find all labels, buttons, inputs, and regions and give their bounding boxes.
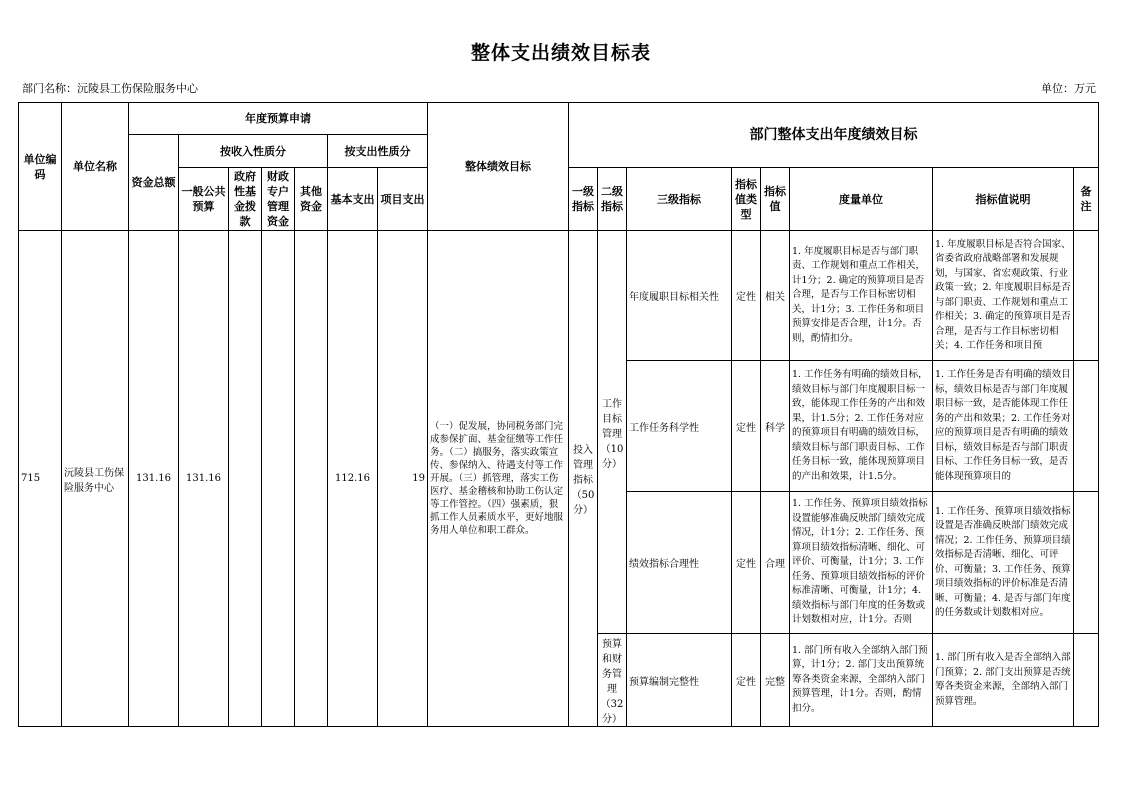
indicator-desc-cell: 1. 工作任务是否有明确的绩效目标，绩效目标是否与部门年度履职目标一致，是否能体现工作任务的产出和效果；2. 工作任务对应的预算项目是否有明确的绩效目标，绩效目标是否与部门职责目标、工作任务目标一致，是否能体现预算项目的 [933, 361, 1074, 492]
header-total-funds: 资金总额 [129, 135, 179, 231]
unit-name-cell: 沅陵县工伤保险服务中心 [62, 231, 129, 727]
header-dept-goal: 部门整体支出年度绩效目标 [569, 103, 1099, 168]
header-level1: 一级指标 [569, 168, 598, 231]
unit-code-cell: 715 [19, 231, 62, 727]
indicator-type-cell: 定性 [732, 361, 761, 492]
project-exp-cell: 19 [378, 231, 428, 727]
performance-table [18, 102, 1099, 727]
header-by-expense: 按支出性质分 [328, 135, 428, 168]
level3-cell: 工作任务科学性 [627, 361, 732, 492]
header-by-income: 按收入性质分 [179, 135, 328, 168]
page-title: 整体支出绩效目标表 [470, 42, 651, 64]
total-funds-cell: 131.16 [129, 231, 179, 727]
gov-fund-cell [229, 231, 262, 727]
special-fund-cell [262, 231, 295, 727]
header-unit-code: 单位编码 [19, 103, 62, 231]
level2-cell: 预算和财务管理（32分） [598, 634, 627, 727]
header-unit-name: 单位名称 [62, 103, 129, 231]
header-overall-goal: 整体绩效目标 [428, 103, 569, 231]
measure-unit-cell: 1. 部门所有收入全部纳入部门预算，计1分；2. 部门支出预算统筹各类资金来源，全部纳入部门预算管理，计1分。否则，酌情扣分。 [790, 634, 933, 727]
measure-unit-cell: 1. 工作任务、预算项目绩效指标设置能够准确反映部门绩效完成情况，计1分；2. 工作任务、预算项目绩效指标清晰、细化、可评价、可衡量，计1分；3. 工作任务、预算项目绩效指标的评价标准清晰、可衡量，计1分；4. 绩效指标与部门年度的任务数或计划数相对应，计1分。否则 [790, 492, 933, 634]
level3-cell: 预算编制完整性 [627, 634, 732, 727]
indicator-value-cell: 科学 [761, 361, 790, 492]
header-general-budget: 一般公共预算 [179, 168, 229, 231]
department-name: 部门名称：沅陵县工伤保险服务中心 [22, 82, 198, 95]
remark-cell [1074, 231, 1099, 361]
header-annual-budget: 年度预算申请 [129, 103, 428, 135]
basic-exp-cell: 112.16 [328, 231, 378, 727]
overall-goal-cell: （一）促发展，协同税务部门完成参保扩面、基金征缴等工作任务。（二）搞服务，落实政策宣传、参保纳入、待遇支付等工作开展。（三）抓管理，落实工伤医疗、基金稽核和协助工伤认定等工作管控。（四）强素质，狠抓工作人员素质水平，更好地服务用人单位和职工群众。 [428, 231, 569, 727]
indicator-type-cell: 定性 [732, 231, 761, 361]
remark-cell [1074, 492, 1099, 634]
header-remark: 备注 [1074, 168, 1099, 231]
measure-unit-cell: 1. 年度履职目标是否与部门职责、工作规划和重点工作相关，计1分；2. 确定的预算项目是否合理，是否与工作目标密切相关，计1分；3. 工作任务和项目预算安排是否合理，计1分。否则，酌情扣分。 [790, 231, 933, 361]
header-other-fund: 其他资金 [295, 168, 328, 231]
header-indicator-type: 指标值类型 [732, 168, 761, 231]
table-row [19, 231, 1099, 361]
indicator-value-cell: 合理 [761, 492, 790, 634]
level3-cell: 年度履职目标相关性 [627, 231, 732, 361]
indicator-value-cell: 相关 [761, 231, 790, 361]
other-fund-cell [295, 231, 328, 727]
indicator-type-cell: 定性 [732, 492, 761, 634]
header-indicator-desc: 指标值说明 [933, 168, 1074, 231]
header-special-fund: 财政专户管理资金 [262, 168, 295, 231]
level1-cell: 投入管理指标（50分） [569, 231, 598, 727]
header-indicator-value: 指标值 [761, 168, 790, 231]
remark-cell [1074, 634, 1099, 727]
header-level3: 三级指标 [627, 168, 732, 231]
header-measure-unit: 度量单位 [790, 168, 933, 231]
indicator-desc-cell: 1. 工作任务、预算项目绩效指标设置是否准确反映部门绩效完成情况；2. 工作任务、预算项目绩效指标是否清晰、细化、可评 价、可衡量；3. 工作任务、预算项目绩效指标的评价标准是否清晰、可衡量；4. 是否与部门年度的任务数或计划数相对应。 [933, 492, 1074, 634]
currency-unit: 单位：万元 [1041, 82, 1096, 95]
remark-cell [1074, 361, 1099, 492]
level2-cell: 工作目标管理（10分） [598, 231, 627, 634]
header-project-exp: 项目支出 [378, 168, 428, 231]
indicator-type-cell: 定性 [732, 634, 761, 727]
general-budget-cell: 131.16 [179, 231, 229, 727]
header-level2: 二级指标 [598, 168, 627, 231]
header-gov-fund: 政府性基金拨款 [229, 168, 262, 231]
level3-cell: 绩效指标合理性 [627, 492, 732, 634]
measure-unit-cell: 1. 工作任务有明确的绩效目标，绩效目标与部门年度履职目标一致，能体现工作任务的产出和效果，计1.5分；2. 工作任务对应的预算项目有明确的绩效目标，绩效目标与部门职责目标、工作任务目标一致，能体现预算项目的产出和效果，计1.5分。 [790, 361, 933, 492]
indicator-desc-cell: 1. 年度履职目标是否符合国家、省委省政府战略部署和发展规划，与国家、省宏观政策、行业政策一致；2. 年度履职目标是否与部门职责、工作规划和重点工作相关；3. 确定的预算项目是否合理，是否与工作目标密切相关；4. 工作任务和项目预 [933, 231, 1074, 361]
indicator-value-cell: 完整 [761, 634, 790, 727]
indicator-desc-cell: 1. 部门所有收入是否全部纳入部门预算；2. 部门支出预算是否统筹各类资金来源，全部纳入部门预算管理。 [933, 634, 1074, 727]
header-basic-exp: 基本支出 [328, 168, 378, 231]
